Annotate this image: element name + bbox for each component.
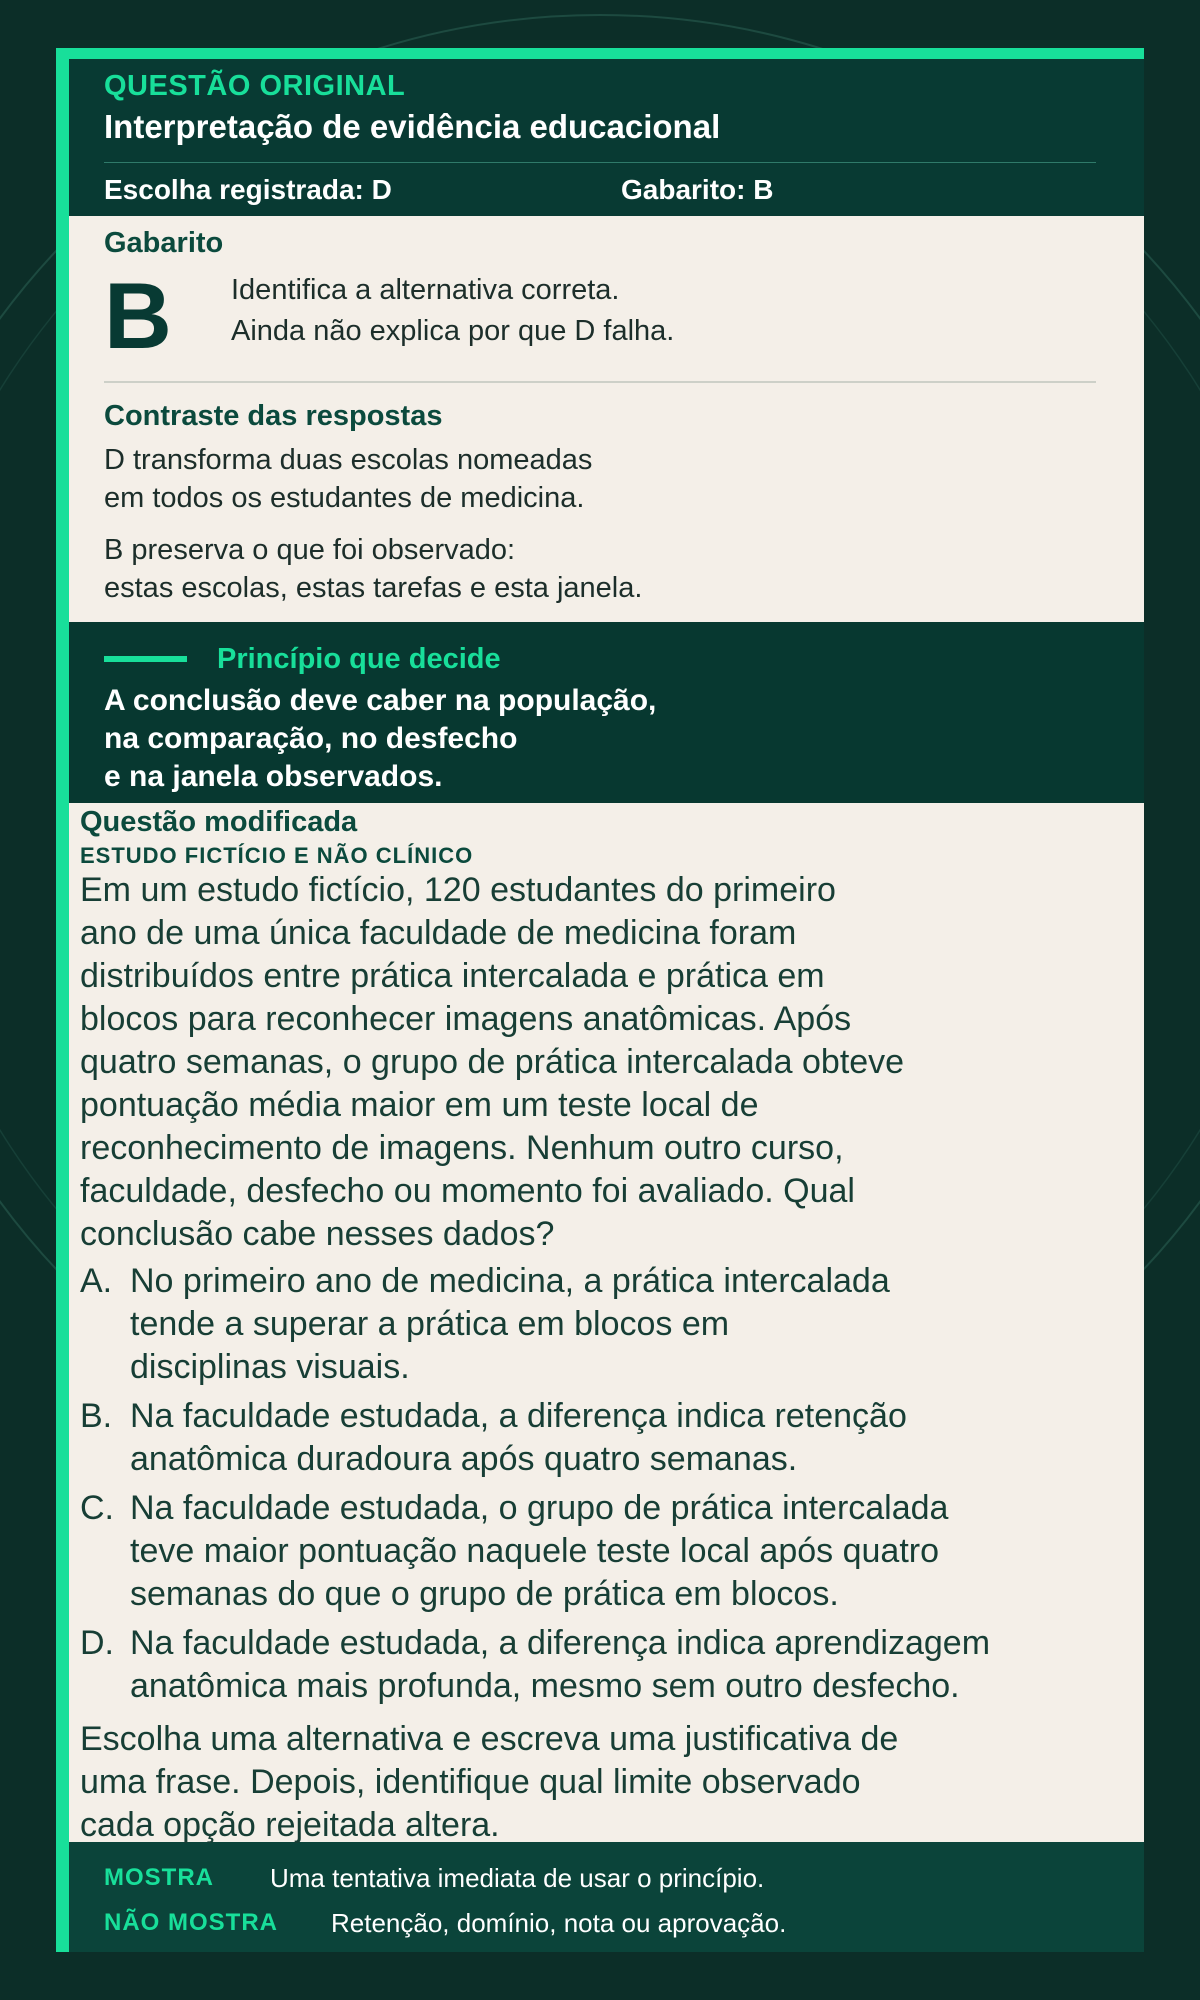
option-line: teve maior pontuação naquele teste local após quatro xyxy=(130,1532,939,1570)
stem-line: faculdade, desfecho ou momento foi avaliado. Qual xyxy=(80,1172,855,1210)
modified-title: Questão modificada xyxy=(80,806,358,838)
footer-shows-row xyxy=(104,1860,1096,1896)
contrast-line: D transforma duas escolas nomeadas xyxy=(104,444,593,476)
option-text xyxy=(130,1395,1108,1481)
option-line: Na faculdade estudada, a diferença indica retenção xyxy=(130,1397,907,1435)
contrast-line: B preserva o que foi observado: xyxy=(104,534,516,566)
option-line: tende a superar a prática em blocos em xyxy=(130,1305,730,1343)
principle-text xyxy=(104,682,1096,796)
contrast-line: estas escolas, estas tarefas e esta janela. xyxy=(104,572,643,604)
principle-header xyxy=(104,642,1096,676)
answer-note-line: Identifica a alternativa correta. xyxy=(231,274,620,306)
instruction-line: Escolha uma alternativa e escreva uma justificativa de xyxy=(80,1720,899,1758)
shows-value: Uma tentativa imediata de usar o princípio. xyxy=(270,1863,765,1893)
option-letter: A. xyxy=(80,1262,113,1300)
option-letter: B. xyxy=(80,1397,113,1435)
option-letter: D. xyxy=(80,1624,114,1662)
stem-line: quatro semanas, o grupo de prática intercalada obteve xyxy=(80,1043,905,1081)
question-card xyxy=(56,48,1144,1952)
stem-line: Em um estudo fictício, 120 estudantes do primeiro xyxy=(80,871,836,909)
page-title: Interpretação de evidência educacional xyxy=(104,108,721,145)
principle-line: na comparação, no desfecho xyxy=(104,722,518,755)
stem-line: reconhecimento de imagens. Nenhum outro curso, xyxy=(80,1129,844,1167)
option-line: Na faculdade estudada, o grupo de prática intercalada xyxy=(130,1489,949,1527)
answer-note-line: Ainda não explica por que D falha. xyxy=(231,315,675,347)
principle-panel xyxy=(69,622,1144,803)
stem-line: blocos para reconhecer imagens anatômicas. Após xyxy=(80,1000,852,1038)
footer-not-shows-row xyxy=(104,1905,1096,1941)
stem-line: distribuídos entre prática intercalada e prática em xyxy=(80,957,825,995)
option-letter: C. xyxy=(80,1489,114,1527)
option-d[interactable] xyxy=(80,1622,1108,1708)
accent-bar xyxy=(104,656,187,662)
answer-letter: B xyxy=(104,263,172,368)
option-line: semanas do que o grupo de prática em blocos. xyxy=(130,1575,839,1613)
not-shows-value: Retenção, domínio, nota ou aprovação. xyxy=(331,1908,787,1938)
option-line: anatômica duradoura após quatro semanas. xyxy=(130,1440,798,1478)
option-b[interactable] xyxy=(80,1395,1108,1481)
answer-section xyxy=(69,216,1144,622)
not-shows-key: NÃO MOSTRA xyxy=(104,1909,278,1936)
contrast-paragraph xyxy=(104,531,1096,607)
option-text xyxy=(130,1622,1108,1708)
option-line: Na faculdade estudada, a diferença indica aprendizagem xyxy=(130,1624,991,1662)
instruction-line: cada opção rejeitada altera. xyxy=(80,1806,500,1844)
footer-panel xyxy=(69,1842,1144,1952)
contrast-heading: Contraste das respostas xyxy=(104,400,443,432)
option-line: anatômica mais profunda, mesmo sem outro desfecho. xyxy=(130,1667,960,1705)
question-stem xyxy=(80,869,1108,1256)
principle-line: e na janela observados. xyxy=(104,760,443,793)
principle-label: Princípio que decide xyxy=(217,643,501,675)
answer-notes xyxy=(231,270,674,352)
contrast-paragraph xyxy=(104,441,1096,517)
option-line: disciplinas visuais. xyxy=(130,1348,410,1386)
stem-line: pontuação média maior em um teste local de xyxy=(80,1086,759,1124)
header-eyebrow: QUESTÃO ORIGINAL xyxy=(104,70,406,102)
instruction-line: uma frase. Depois, identifique qual limite observado xyxy=(80,1763,861,1801)
fictional-study-tag: ESTUDO FICTÍCIO E NÃO CLÍNICO xyxy=(80,843,474,868)
header-divider xyxy=(104,162,1096,163)
answer-row xyxy=(104,263,1096,368)
contrast-line: em todos os estudantes de medicina. xyxy=(104,482,585,514)
shows-key: MOSTRA xyxy=(104,1864,214,1891)
answer-key: Gabarito: B xyxy=(621,174,774,205)
option-c[interactable] xyxy=(80,1487,1108,1616)
section-divider xyxy=(104,381,1096,383)
modified-question-section xyxy=(69,805,1144,1842)
option-text xyxy=(130,1260,1108,1389)
stem-line: ano de uma única faculdade de medicina foram xyxy=(80,914,797,952)
header-meta xyxy=(104,173,1096,207)
stem-line: conclusão cabe nesses dados? xyxy=(80,1215,555,1253)
answer-options xyxy=(80,1260,1108,1708)
instruction-text xyxy=(80,1718,1108,1847)
original-question-header xyxy=(69,59,1144,216)
principle-line: A conclusão deve caber na população, xyxy=(104,684,657,717)
option-a[interactable] xyxy=(80,1260,1108,1389)
option-text xyxy=(130,1487,1108,1616)
answer-heading: Gabarito xyxy=(104,227,224,259)
option-line: No primeiro ano de medicina, a prática intercalada xyxy=(130,1262,890,1300)
recorded-choice: Escolha registrada: D xyxy=(104,174,392,205)
